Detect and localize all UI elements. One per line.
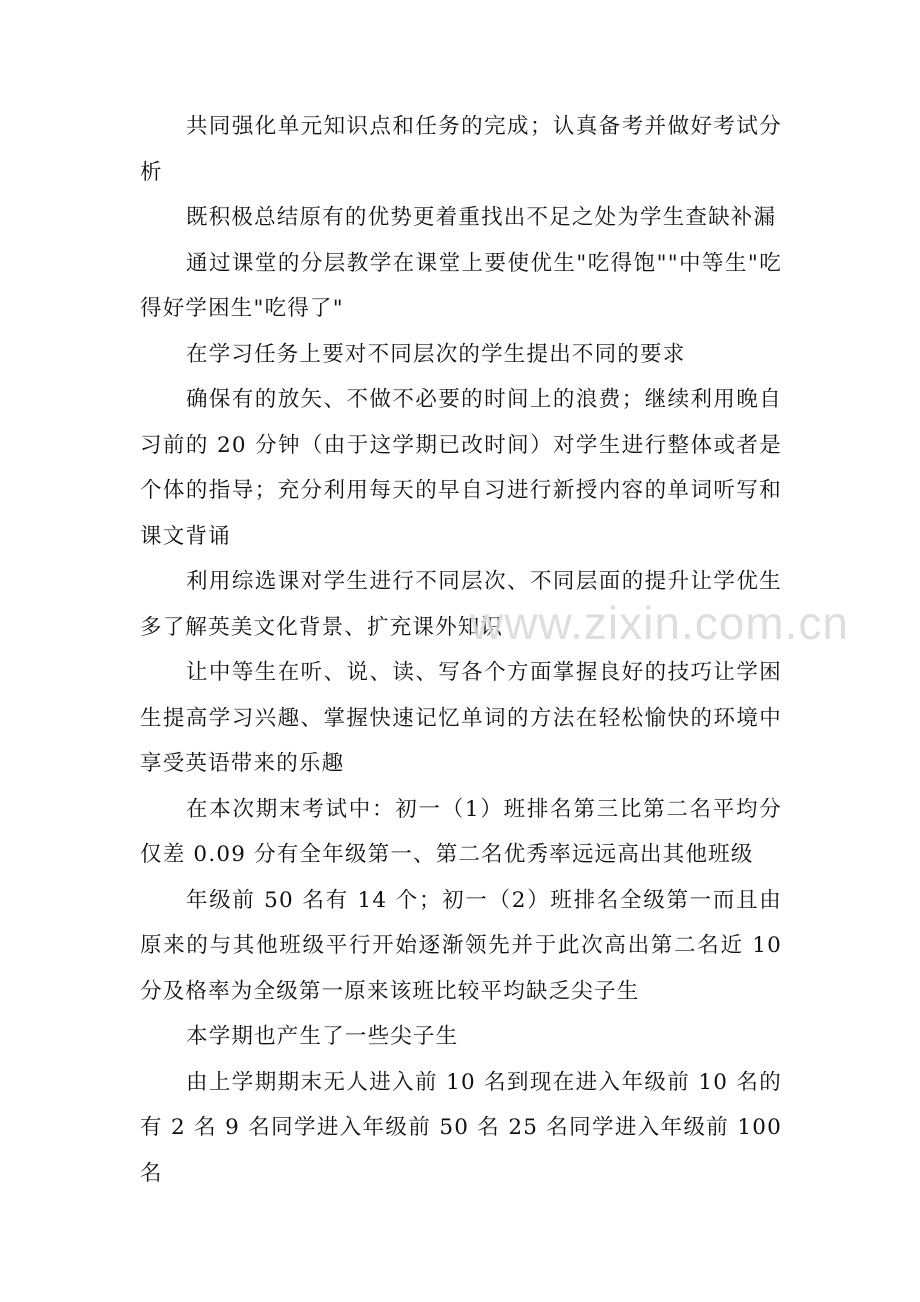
paragraph: 共同强化单元知识点和任务的完成；认真备考并做好考试分析: [140, 114, 782, 185]
paragraph: 本学期也产生了一些尖子生: [186, 1024, 459, 1049]
paragraph: 既积极总结原有的优势更着重找出不足之处为学生查缺补漏: [186, 205, 777, 230]
paragraph: 年级前 50 名有 14 个；初一（2）班排名全级第一而且由原来的与其他班级平行开始逐渐领先并于此次高出第二名近 10 分及格率为全级第一原来该班比较平均缺乏尖子生: [140, 887, 782, 1004]
paragraph: 让中等生在听、说、读、写各个方面掌握良好的技巧让学困生提高学习兴趣、掌握快速记忆单词的方法在轻松愉快的环境中享受英语带来的乐趣: [140, 660, 782, 776]
paragraph: 在学习任务上要对不同层次的学生提出不同的要求: [186, 341, 686, 367]
paragraph: 在本次期末考试中：初一（1）班排名第三比第二名平均分仅差 0.09 分有全年级第一、第二名优秀率远远高出其他班级: [140, 796, 782, 867]
paragraph: 通过课堂的分层教学在课堂上要使优生"吃得饱""中等生"吃得好学困生"吃得了": [140, 250, 782, 321]
document-page: [140, 104, 782, 1196]
watermark: www.zixin.com.cn: [470, 597, 849, 649]
paragraph: 利用综选课对学生进行不同层次、不同层面的提升让学优生多了解英美文化背景、扩充课外知识: [140, 569, 782, 640]
paragraph: 确保有的放矢、不做不必要的时间上的浪费；继续利用晚自习前的 20 分钟（由于这学期已改时间）对学生进行整体或者是个体的指导；充分利用每天的早自习进行新授内容的单词听写和课文背诵: [140, 387, 782, 549]
paragraph: 由上学期期末无人进入前 10 名到现在进入年级前 10 名的有 2 名 9 名同学进入年级前 50 名 25 名同学进入年级前 100 名: [140, 1069, 782, 1186]
